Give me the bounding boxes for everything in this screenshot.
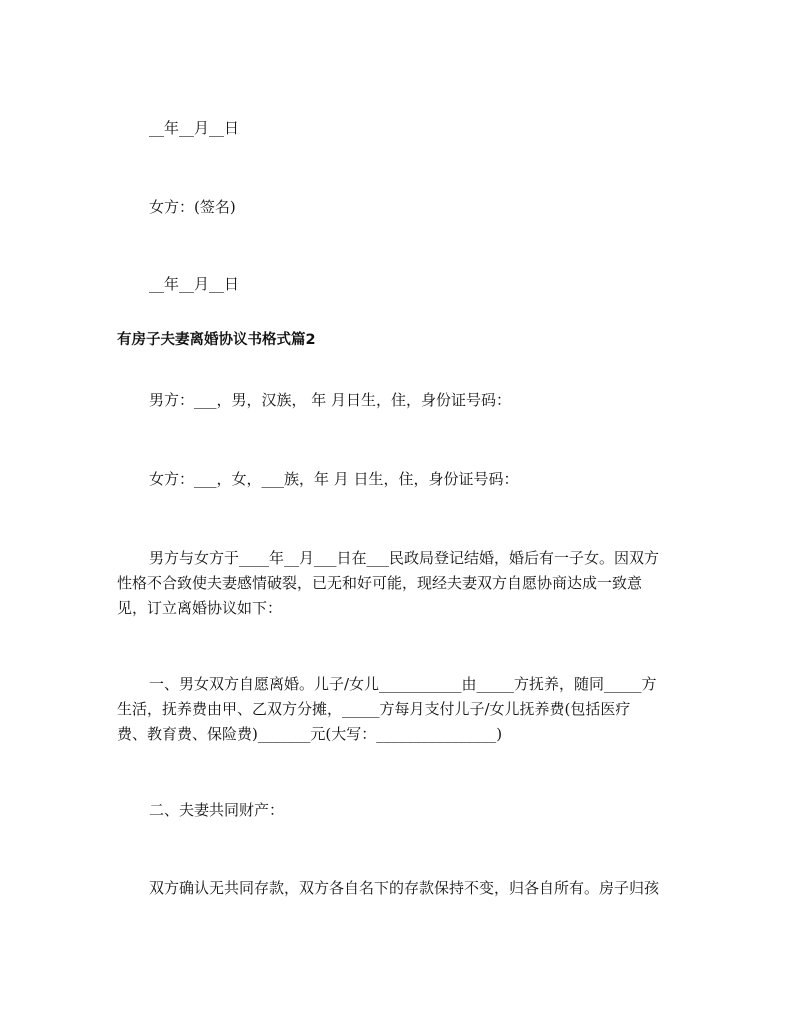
paragraph-line: 性格不合致使夫妻感情破裂，已无和好可能，现经夫妻双方自愿协商达成一致意: [117, 574, 643, 592]
date-line: __年__月__日: [149, 119, 240, 137]
wife-info-line: 女方：___，女，___族，年 月 日生，住，身份证号码：: [149, 470, 519, 488]
paragraph-line: 生活，抚养费由甲、乙双方分摊，_____方每月支付儿子/女儿抚养费(包括医疗: [117, 700, 631, 718]
wife-signature-line: 女方：(签名): [149, 198, 236, 216]
intro-paragraph: [117, 546, 687, 621]
section-title: 有房子夫妻离婚协议书格式篇2: [117, 332, 316, 348]
clause-2-title: 二、夫妻共同财产：: [149, 801, 285, 819]
paragraph-line: 男方与女方于____年__月___日在___民政局登记结婚，婚后有一子女。因双方: [149, 549, 660, 567]
paragraph-line: 见，订立离婚协议如下：: [117, 599, 283, 617]
clause-1-paragraph: [117, 672, 687, 747]
clause-2-text: 双方确认无共同存款，双方各自名下的存款保持不变，归各自所有。房子归孩: [149, 879, 660, 897]
paragraph-line: 费、教育费、保险费)_______元(大写：________________): [117, 725, 503, 743]
husband-info-line: 男方：___，男，汉族， 年 月日生，住，身份证号码：: [149, 391, 512, 409]
paragraph-line: 一、男女双方自愿离婚。儿子/女儿___________由_____方抚养，随同_____方: [149, 675, 657, 693]
date-line: __年__月__日: [149, 275, 240, 293]
